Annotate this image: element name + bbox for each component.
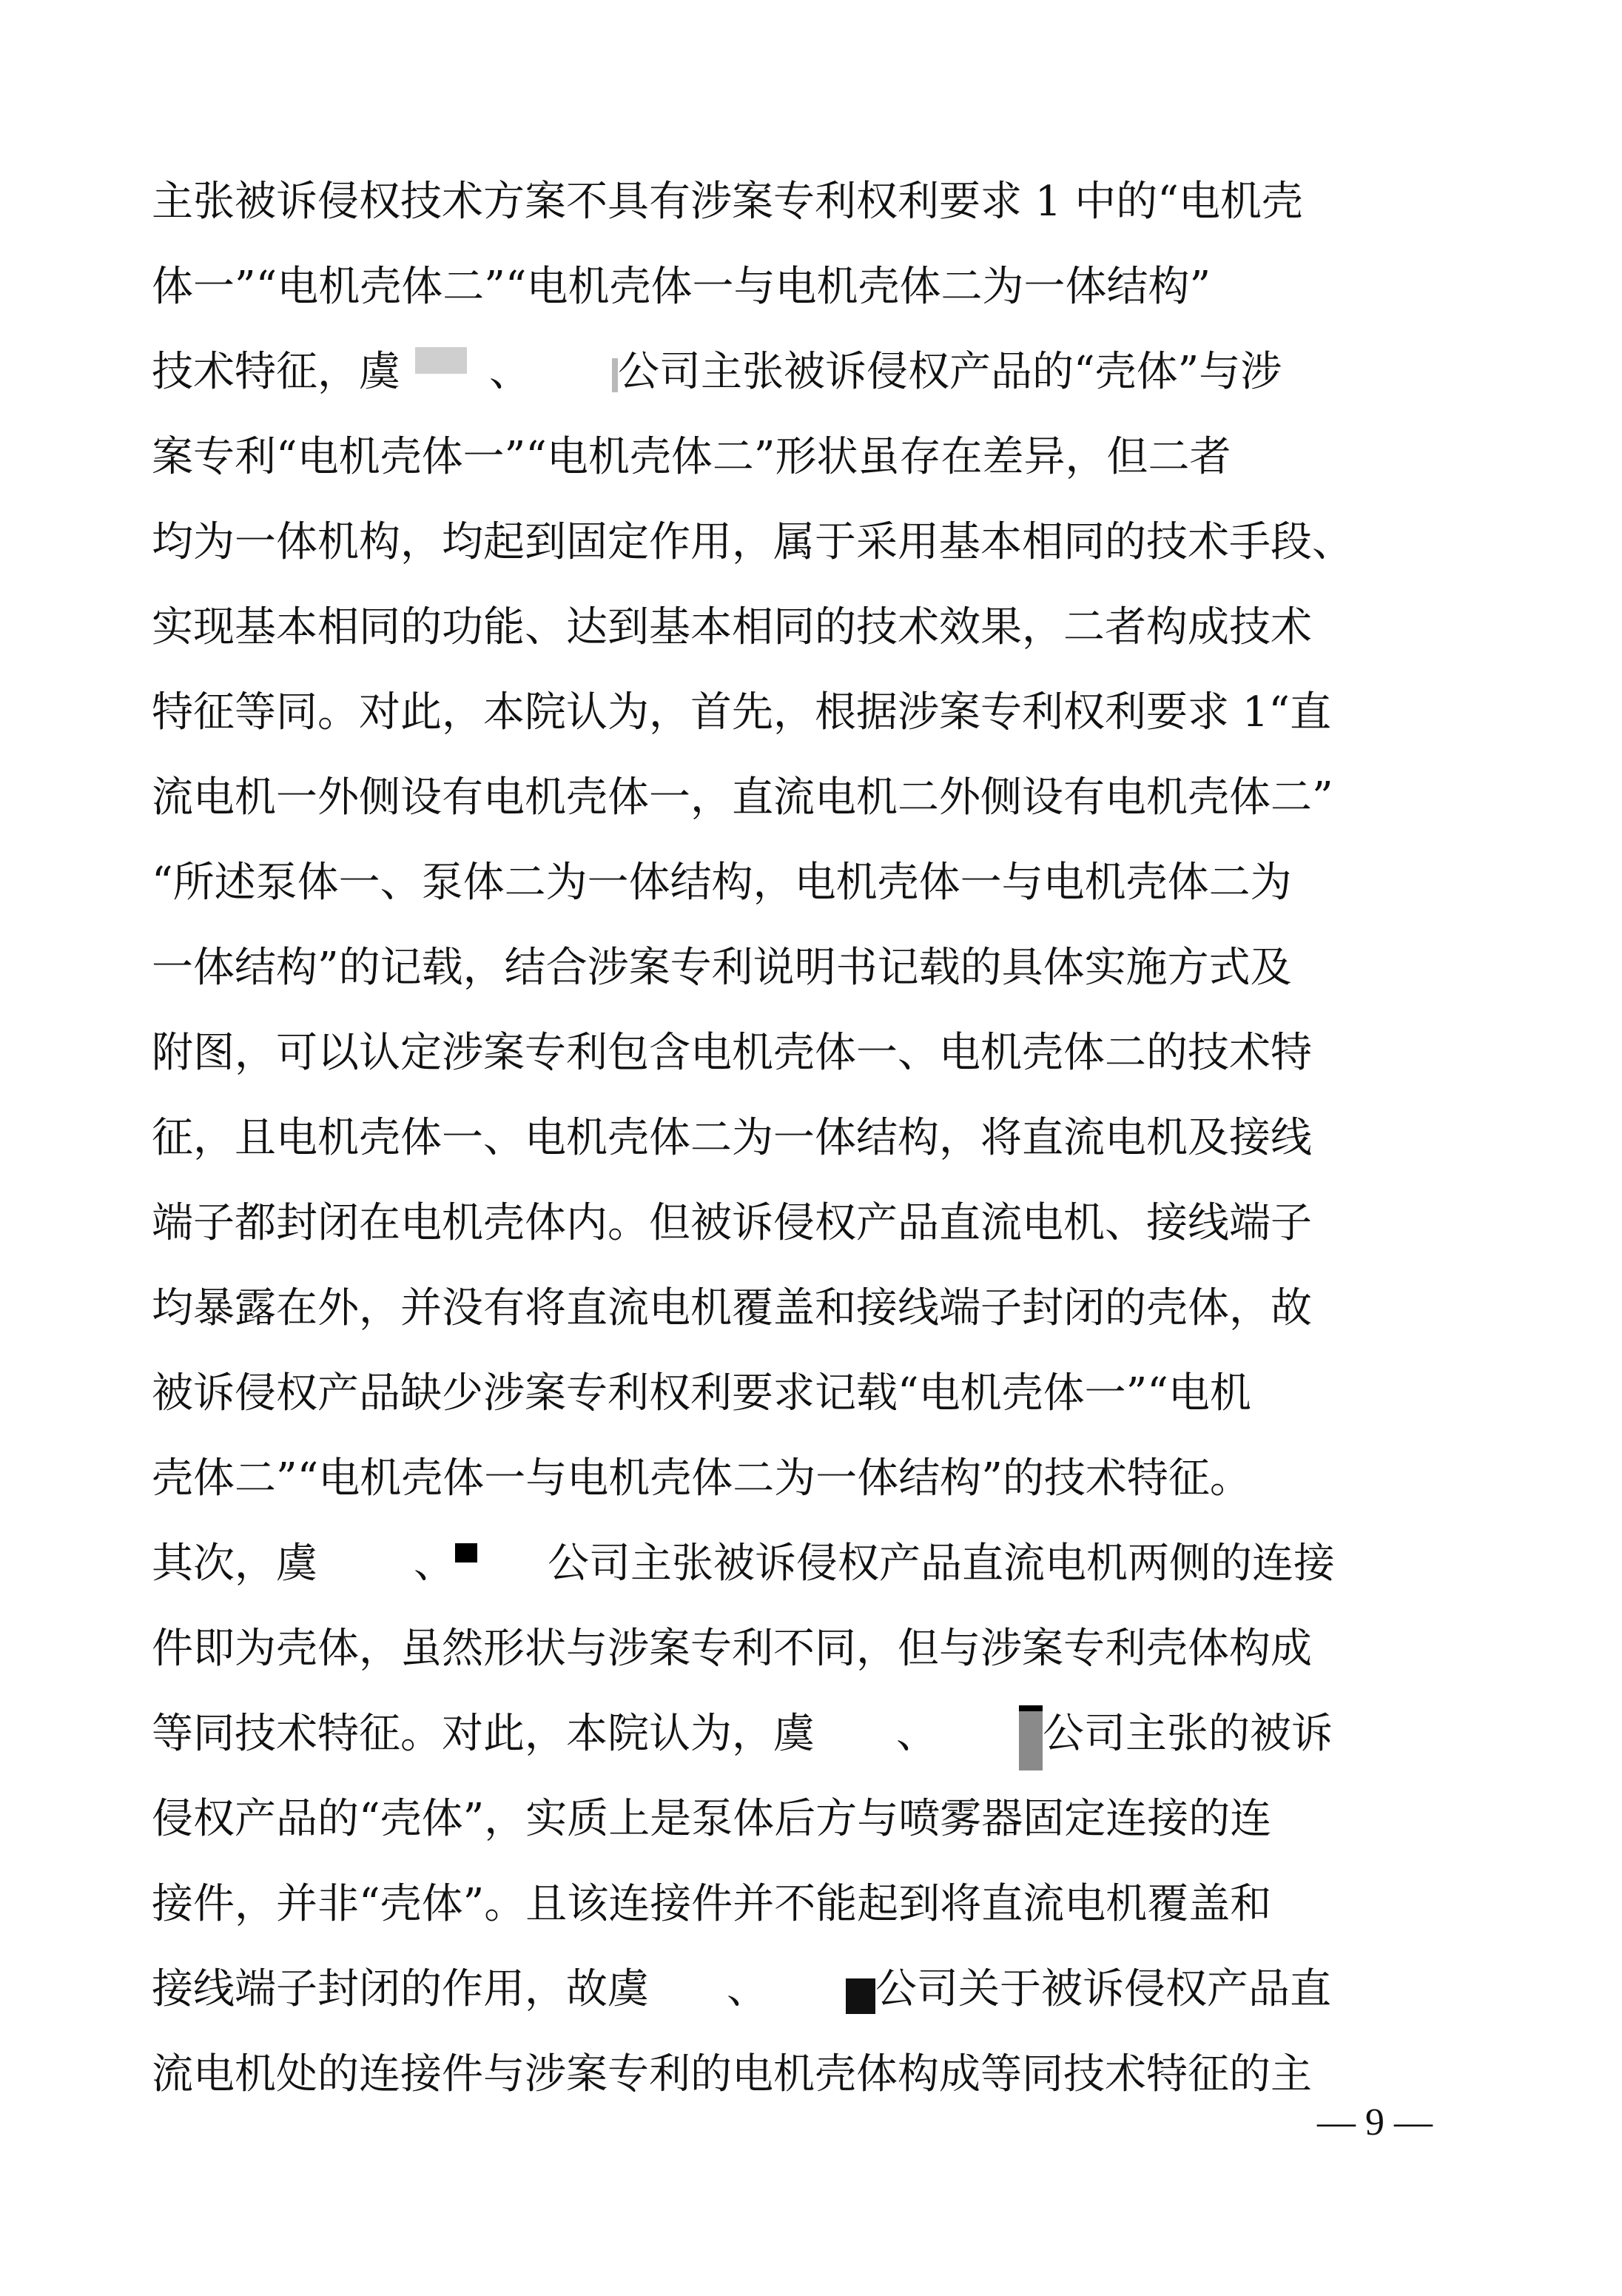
redaction-mark: [1019, 1705, 1043, 1770]
text-segment: 等同技术特征。对此，本院认为，虞: [152, 1710, 815, 1758]
text-segment: 公司主张的被诉: [1043, 1710, 1333, 1758]
text-line-7: 特征等同。对此，本院认为，首先，根据涉案专利权利要求 1“直: [152, 688, 1332, 736]
text-line-5: 均为一体机构，均起到固定作用，属于采用基本相同的技术手段、: [152, 518, 1353, 566]
text-line-4: 案专利“电机壳体一”“电机壳体二”形状虽存在差异，但二者: [152, 433, 1231, 481]
text-segment: 技术特征，虞: [152, 348, 400, 396]
redaction-mark: [846, 1978, 875, 2014]
text-line-19: [152, 1691, 1506, 1776]
text-segment: 公司关于被诉侵权产品直: [875, 1965, 1331, 2013]
text-line-22: [152, 1947, 1506, 2032]
text-line-15: 被诉侵权产品缺少涉案专利权利要求记载“电机壳体一”“电机: [152, 1369, 1251, 1417]
text-line-10: 一体结构”的记载，结合涉案专利说明书记载的具体实施方式及: [152, 944, 1292, 992]
text-segment: 、: [896, 1710, 938, 1758]
text-line-17: [152, 1521, 1506, 1606]
redaction-mark: [455, 1543, 477, 1562]
text-line-11: 附图，可以认定涉案专利包含电机壳体一、电机壳体二的技术特: [152, 1029, 1312, 1077]
redaction-mark: [415, 347, 467, 374]
text-segment: 、: [489, 348, 531, 396]
text-segment: 其次，虞: [152, 1540, 317, 1588]
text-line-12: 征，且电机壳体一、电机壳体二为一体结构，将直流电机及接线: [152, 1114, 1312, 1162]
text-line-20: 侵权产品的“壳体”，实质上是泵体后方与喷雾器固定连接的连: [152, 1795, 1272, 1843]
text-line-16: 壳体二”“电机壳体一与电机壳体二为一体结构”的技术特征。: [152, 1454, 1251, 1503]
text-segment: 、: [727, 1965, 768, 2013]
body-text: [152, 159, 1506, 2117]
text-line-1: 主张被诉侵权技术方案不具有涉案专利权利要求 1 中的“电机壳: [152, 178, 1303, 226]
text-line-9: “所述泵体一、泵体二为一体结构，电机壳体一与电机壳体二为: [152, 859, 1292, 907]
text-line-23: 流电机处的连接件与涉案专利的电机壳体构成等同技术特征的主: [152, 2050, 1312, 2098]
text-line-3: [152, 329, 1506, 414]
text-line-18: 件即为壳体，虽然形状与涉案专利不同，但与涉案专利壳体构成: [152, 1625, 1312, 1673]
page-number: — 9 —: [1317, 2101, 1433, 2144]
text-line-14: 均暴露在外，并没有将直流电机覆盖和接线端子封闭的壳体，故: [152, 1284, 1312, 1332]
text-segment: 公司主张被诉侵权产品直流电机两侧的连接: [548, 1540, 1335, 1588]
text-segment: 公司主张被诉侵权产品的“壳体”与涉: [618, 348, 1282, 396]
text-segment: 接线端子封闭的作用，故虞: [152, 1965, 649, 2013]
text-line-21: 接件，并非“壳体”。且该连接件并不能起到将直流电机覆盖和: [152, 1880, 1272, 1928]
text-segment: 、: [414, 1540, 455, 1588]
text-line-8: 流电机一外侧设有电机壳体一，直流电机二外侧设有电机壳体二”: [152, 773, 1333, 822]
redaction-mark: [612, 358, 618, 392]
text-line-13: 端子都封闭在电机壳体内。但被诉侵权产品直流电机、接线端子: [152, 1199, 1312, 1247]
text-line-2: 体一”“电机壳体二”“电机壳体一与电机壳体二为一体结构”: [152, 263, 1211, 311]
text-line-6: 实现基本相同的功能、达到基本相同的技术效果，二者构成技术: [152, 603, 1312, 651]
